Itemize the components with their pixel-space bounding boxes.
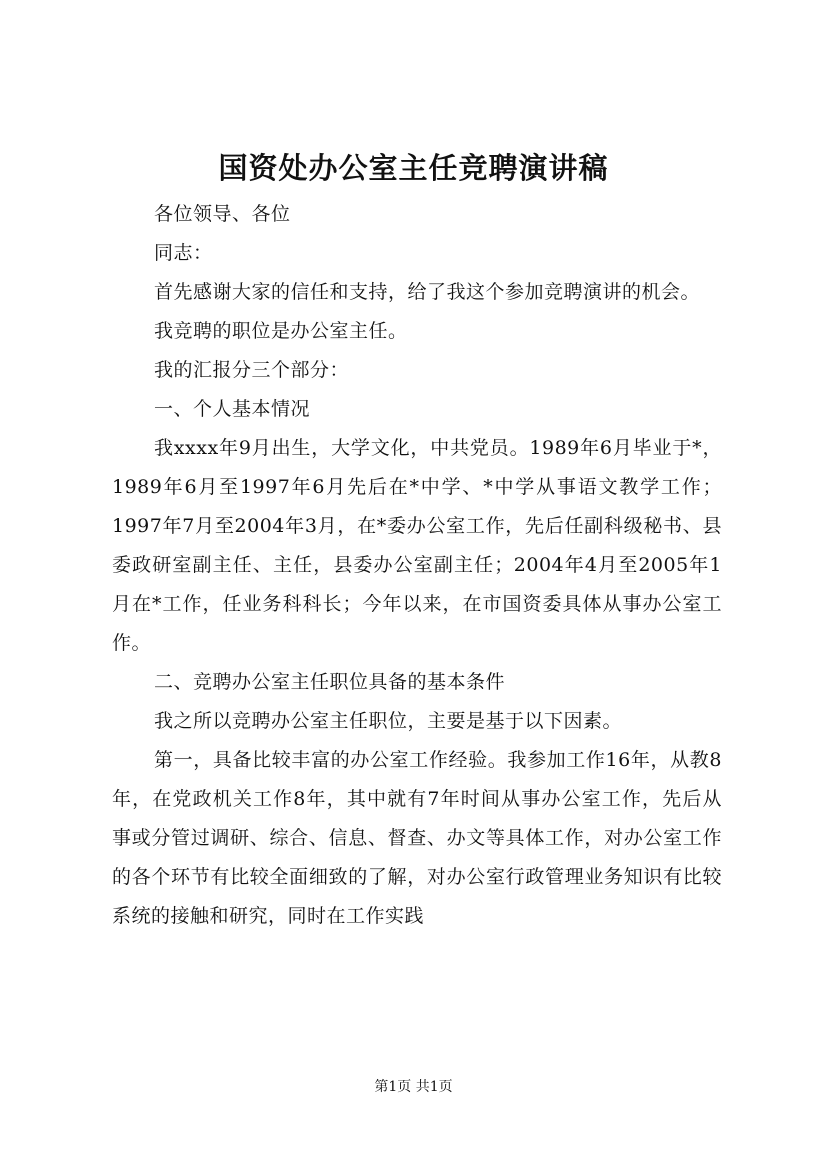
document-body bbox=[112, 195, 722, 936]
paragraph-thanks: 首先感谢大家的信任和支持，给了我这个参加竞聘演讲的机会。 bbox=[154, 281, 701, 303]
paragraph-outline: 我的汇报分三个部分： bbox=[154, 359, 350, 381]
section-heading-qualifications: 二、竞聘办公室主任职位具备的基本条件 bbox=[154, 671, 506, 693]
section-heading-personal-info: 一、个人基本情况 bbox=[154, 398, 311, 420]
paragraph-reasons: 我之所以竞聘办公室主任职位，主要是基于以下因素。 bbox=[154, 710, 623, 732]
page-footer: 第1页 共1页 bbox=[374, 1079, 453, 1095]
paragraph-greeting: 各位领导、各位 bbox=[154, 203, 291, 225]
paragraph-experience: 第一，具备比较丰富的办公室工作经验。我参加工作16年，从教8年，在党政机关工作8年，其中就有7年时间从事办公室工作，先后从事或分管过调研、综合、信息、督查、办文等具体工作，对办公室工作的各个环节有比较全面细致的了解，对办公室行政管理业务知识有比较系统的接触和研究，同时在工作实践 bbox=[112, 749, 722, 927]
paragraph-position: 我竞聘的职位是办公室主任。 bbox=[154, 320, 408, 342]
paragraph-greeting-continued: 同志： bbox=[154, 242, 213, 264]
document-title: 国资处办公室主任竞聘演讲稿 bbox=[218, 151, 609, 185]
paragraph-personal-history: 我xxxx年9月出生，大学文化，中共党员。1989年6月毕业于*，1989年6月至1997年6月先后在*中学、*中学从事语文教学工作；1997年7月至2004年3月，在*委办公室工作，先后任副科级秘书、县委政研室副主任、主任，县委办公室副主任；2004年4月至2005年1月在*工作，任业务科科长；今年以来，在市国资委具体从事办公室工作。 bbox=[112, 437, 722, 654]
